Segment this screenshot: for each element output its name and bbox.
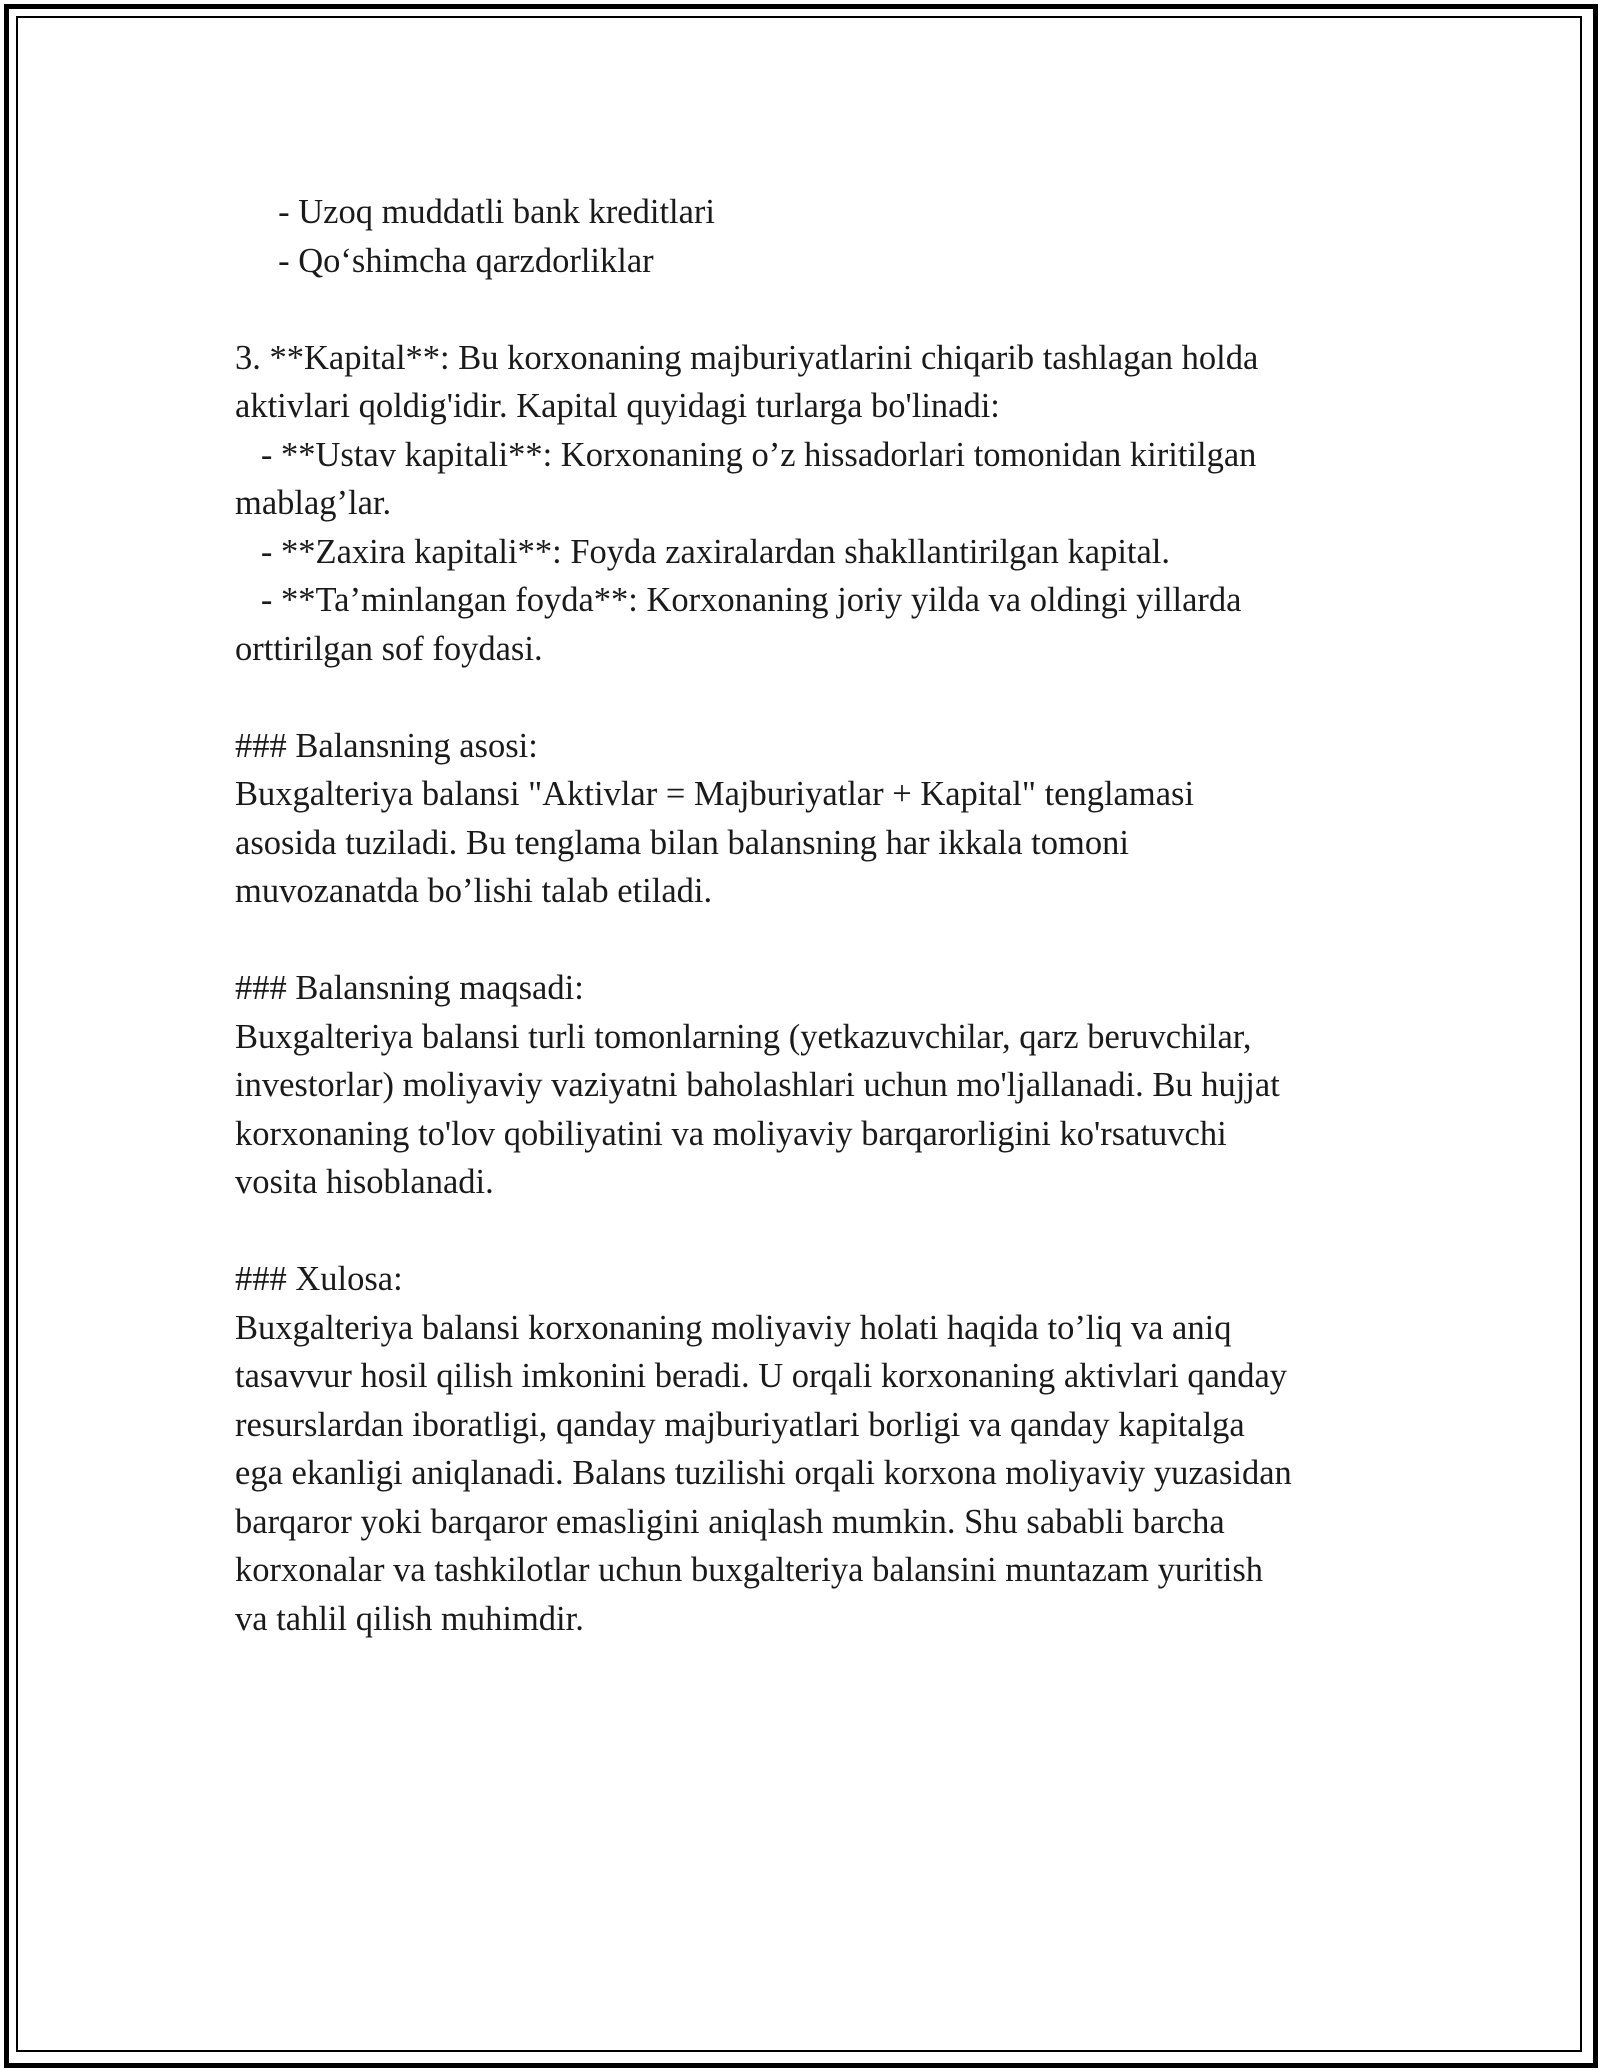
- text-line: mablag’lar.: [235, 484, 392, 522]
- text-line: Buxgalteriya balansi "Aktivlar = Majburiyatlar + Kapital" tenglamasi: [235, 775, 1195, 813]
- text-line: - Uzoq muddatli bank kreditlari: [235, 193, 716, 231]
- text-line: resurslardan iboratligi, qanday majburiyatlari borligi va qanday kapitalga: [235, 1405, 1245, 1444]
- text-line: ega ekanligi aniqlanadi. Balans tuzilishi orqali korxona moliyaviy yuzasidan: [235, 1454, 1292, 1492]
- text-line: muvozanatda bo’lishi talab etiladi.: [235, 872, 713, 910]
- text-line: barqaror yoki barqaror emasligini aniqlash mumkin. Shu sababli barcha: [235, 1502, 1225, 1541]
- text-line: asosida tuziladi. Bu tenglama bilan balansning har ikkala tomoni: [235, 823, 1129, 862]
- section-heading: ### Xulosa:: [235, 1260, 403, 1298]
- text-line: investorlar) moliyaviy vaziyatni baholashlari uchun mo'ljallanadi. Bu hujjat: [235, 1066, 1280, 1104]
- blank-line: [235, 673, 1435, 722]
- text-line: - Qo‘shimcha qarzdorliklar: [235, 241, 654, 280]
- blank-line: [235, 1207, 1435, 1256]
- text-line: korxonalar va tashkilotlar uchun buxgalteriya balansini muntazam yuritish: [235, 1551, 1264, 1589]
- text-line: - **Ustav kapitali**: Korxonaning o’z hissadorlari tomonidan kiritilgan: [235, 435, 1257, 474]
- text-line: - **Zaxira kapitali**: Foyda zaxiralardan shakllantirilgan kapital.: [235, 532, 1171, 571]
- text-line: - **Ta’minlangan foyda**: Korxonaning joriy yilda va oldingi yillarda: [235, 581, 1242, 619]
- text-line: orttirilgan sof foydasi.: [235, 629, 543, 668]
- text-line: tasavvur hosil qilish imkonini beradi. U orqali korxonaning aktivlari qanday: [235, 1357, 1288, 1395]
- section-heading: ### Balansning asosi:: [235, 726, 538, 765]
- blank-line: [235, 916, 1435, 965]
- text-line: aktivlari qoldig'idir. Kapital quyidagi turlarga bo'linadi:: [235, 387, 1000, 425]
- text-line: Buxgalteriya balansi turli tomonlarning (yetkazuvchilar, qarz beruvchilar,: [235, 1017, 1252, 1056]
- text-line: Buxgalteriya balansi korxonaning moliyaviy holati haqida to’liq va aniq: [235, 1308, 1232, 1347]
- document-body: [235, 188, 1435, 1643]
- text-line: vosita hisoblanadi.: [235, 1163, 494, 1201]
- section-heading: ### Balansning maqsadi:: [235, 969, 584, 1007]
- text-line: 3. **Kapital**: Bu korxonaning majburiyatlarini chiqarib tashlagan holda: [235, 338, 1259, 377]
- text-line: korxonaning to'lov qobiliyatini va moliyaviy barqarorligini ko'rsatuvchi: [235, 1114, 1227, 1153]
- text-line: va tahlil qilish muhimdir.: [235, 1599, 584, 1638]
- blank-line: [235, 285, 1435, 334]
